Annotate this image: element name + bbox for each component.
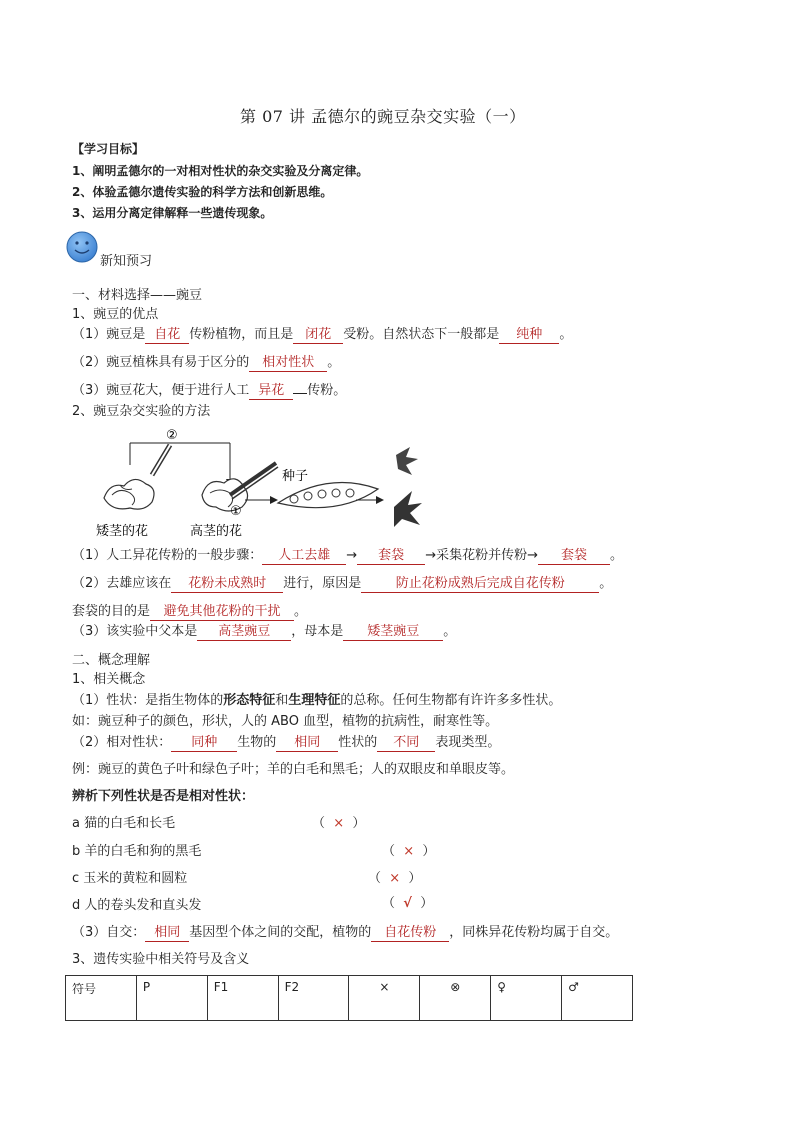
answer-blank: 花粉未成熟时 (171, 576, 283, 593)
judge-item: c 玉米的黄粒和圆粒 (72, 871, 188, 886)
judge-answer: （ √ ） (382, 896, 434, 911)
answer-blank: 闭花 (293, 327, 343, 344)
step2-label: ② (166, 428, 178, 443)
answer-blank: 相同 (145, 925, 189, 942)
table-cell: F2 (278, 976, 349, 1021)
example-text: 如：豌豆种子的颜色，形状，人的 ABO 血型，植物的抗病性，耐寒性等。 (72, 714, 499, 729)
judge-header: 辨析下列性状是否是相对性状： (72, 789, 255, 804)
question-line: （3）该实验中父本是 高茎豌豆 ，母本是 矮茎豌豆 。 (72, 624, 457, 639)
smiley-icon (66, 231, 98, 263)
answer-blank: 自花传粉 (371, 925, 449, 942)
subheading: 1、豌豆的优点 (72, 307, 159, 322)
answer-blank: 相对性状 (249, 355, 327, 372)
question-line: （3）豌豆花大，便于进行人工 异花 传粉。 (72, 383, 347, 398)
answer-blank: 套袋 (538, 548, 610, 565)
section-heading: 一、材料选择——豌豆 (72, 288, 203, 303)
question-line: （2）相对性状： 同种 生物的 相同 性状的 不同 表现类型。 (72, 735, 501, 750)
answer-blank: 同种 (171, 735, 237, 752)
answer-blank: 人工去雄 (262, 548, 346, 565)
subheading: 1、相关概念 (72, 672, 146, 687)
answer-blank: 矮茎豌豆 (343, 624, 443, 641)
judge-answer: （ × ） (382, 844, 436, 859)
answer-blank: 自花 (145, 327, 189, 344)
answer-blank: 高茎豌豆 (197, 624, 291, 641)
answer-blank: 防止花粉成熟后完成自花传粉 (361, 576, 599, 593)
answer-blank: 纯种 (499, 327, 559, 344)
answer-blank: 相同 (276, 735, 338, 752)
judge-item: a 猫的白毛和长毛 (72, 816, 176, 831)
table-cell: × (349, 976, 420, 1021)
subheading: 2、豌豆杂交实验的方法 (72, 404, 211, 419)
question-line: 套袋的目的是 避免其他花粉的干扰 。 (72, 604, 308, 619)
subheading: 3、遗传实验中相关符号及含义 (72, 952, 250, 967)
table-cell: ♀ (491, 976, 562, 1021)
question-line: （1）人工异花传粉的一般步骤： 人工去雄 → 套袋 →采集花粉并传粉→ 套袋 。 (72, 548, 623, 563)
judge-answer: （ × ） (368, 871, 422, 886)
judge-item: b 羊的白毛和狗的黑毛 (72, 844, 202, 859)
table-cell: F1 (207, 976, 278, 1021)
question-line: （3）自交： 相同 基因型个体之间的交配，植物的 自花传粉 ，同株异花传粉均属于自交。 (72, 925, 619, 940)
section-heading: 二、概念理解 (72, 653, 151, 668)
objective-item: 2、体验孟德尔遗传实验的科学方法和创新思维。 (72, 185, 333, 199)
judge-answer: （ × ） (312, 816, 366, 831)
tall-flower-label: 高茎的花 (190, 524, 243, 539)
answer-blank: 不同 (377, 735, 435, 752)
judge-item: d 人的卷头发和直头发 (72, 898, 202, 913)
objective-item: 1、阐明孟德尔的一对相对性状的杂交实验及分离定律。 (72, 164, 369, 178)
question-line: （2）去雄应该在 花粉未成熟时 进行，原因是 防止花粉成熟后完成自花传粉 。 (72, 576, 613, 591)
symbol-table (65, 975, 633, 1021)
objective-item: 3、运用分离定律解释一些遗传现象。 (72, 206, 273, 220)
table-row (66, 976, 633, 1021)
hybridization-diagram (90, 423, 430, 543)
seed-label: 种子 (282, 469, 309, 484)
short-flower-label: 矮茎的花 (96, 524, 149, 539)
trait-definition: （1）性状：是指生物体的形态特征和生理特征的总称。任何生物都有许许多多性状。 (72, 693, 562, 708)
table-cell: P (136, 976, 207, 1021)
step1-label: ① (230, 504, 242, 519)
question-line: （1）豌豆是 自花 传粉植物，而且是 闭花 受粉。自然状态下一般都是 纯种 。 (72, 327, 573, 342)
preview-label: 新知预习 (100, 254, 153, 269)
table-cell: ♂ (562, 976, 633, 1021)
page-title: 第 07 讲 孟德尔的豌豆杂交实验（一） (240, 107, 526, 126)
table-cell: 符号 (66, 976, 137, 1021)
objectives-header: 【学习目标】 (72, 142, 145, 156)
answer-blank: 异花 (249, 383, 293, 400)
question-line: （2）豌豆植株具有易于区分的 相对性状 。 (72, 355, 341, 370)
answer-blank: 套袋 (357, 548, 425, 565)
table-cell: ⊗ (420, 976, 491, 1021)
example-text: 例：豌豆的黄色子叶和绿色子叶；羊的白毛和黑毛；人的双眼皮和单眼皮等。 (72, 762, 515, 777)
answer-blank: 避免其他花粉的干扰 (150, 604, 294, 621)
